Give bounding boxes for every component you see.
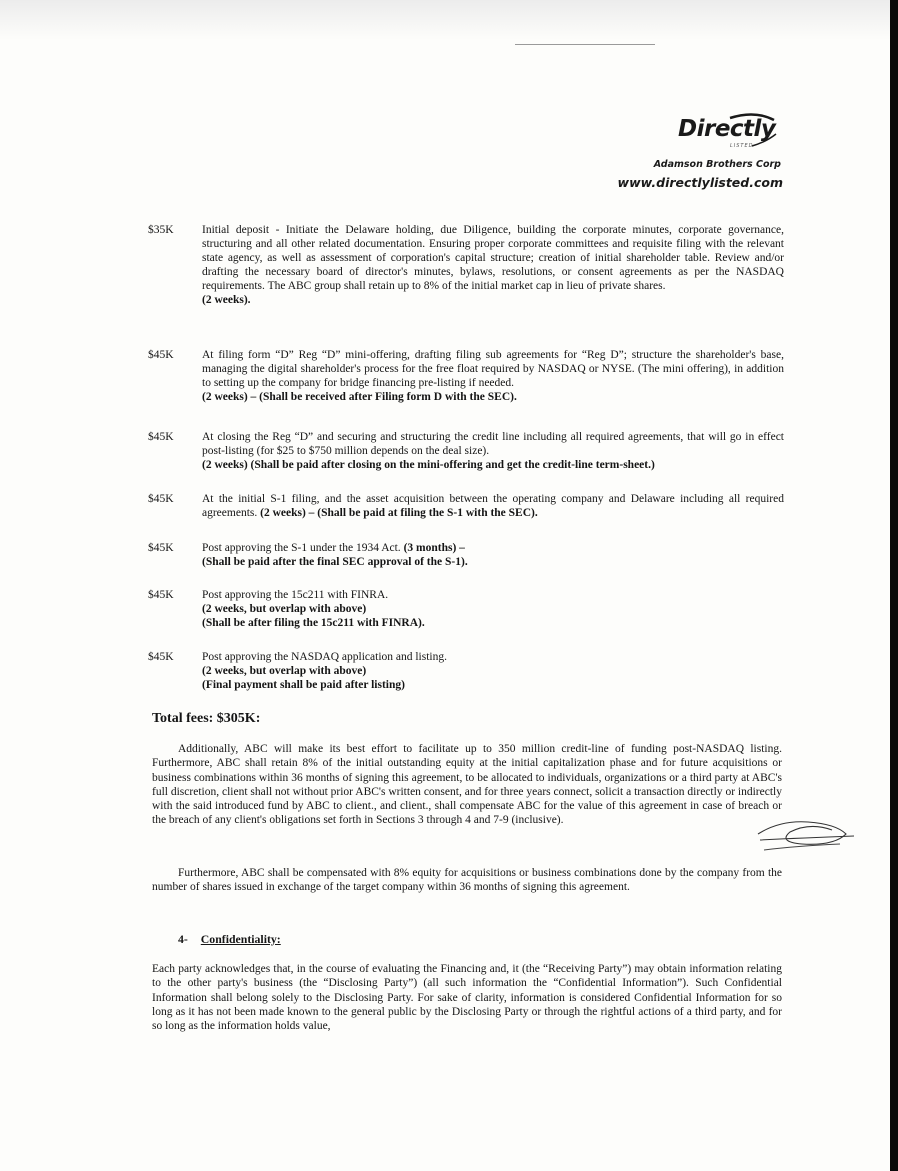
fee-note: (2 weeks, but overlap with above) xyxy=(202,665,367,677)
directly-listed-logo xyxy=(670,112,780,154)
company-name: Adamson Brothers Corp xyxy=(653,159,781,170)
section-number: 4- xyxy=(178,932,188,946)
fee-amount: $35K xyxy=(148,224,174,236)
fee-description: Post approving the S-1 under the 1934 Act. xyxy=(202,542,401,554)
fee-item xyxy=(148,492,784,520)
fee-amount: $45K xyxy=(148,589,174,601)
fee-description: At the initial S-1 filing, and the asset acquisition between the operating company and Delaware including all required agreements. xyxy=(202,493,784,519)
website-link[interactable]: www.directlylisted.com xyxy=(617,175,783,190)
fee-item xyxy=(148,650,784,692)
fee-note: (2 weeks, but overlap with above) xyxy=(202,603,367,615)
fee-note: (2 weeks). xyxy=(202,294,251,306)
handwritten-initials-icon xyxy=(750,810,860,860)
fee-amount: $45K xyxy=(148,651,174,663)
fee-amount: $45K xyxy=(148,493,174,505)
fee-inline-note: (2 weeks) – (Shall be paid at filing the S-1 with the SEC). xyxy=(260,507,538,519)
scan-shadow xyxy=(0,0,898,40)
fee-item xyxy=(148,223,784,307)
fee-amount: $45K xyxy=(148,349,174,361)
section-title: Confidentiality: xyxy=(200,932,281,946)
fee-note: (Shall be paid after the final SEC approval of the S-1). xyxy=(202,556,468,568)
fee-description: Post approving the 15c211 with FINRA. xyxy=(202,589,389,601)
scan-artifact-line xyxy=(515,44,655,45)
fee-item xyxy=(148,348,784,404)
fee-note: (2 weeks) – (Shall be received after Filing form D with the SEC). xyxy=(202,391,517,403)
fee-note: (Final payment shall be paid after listing) xyxy=(202,679,405,691)
fee-amount: $45K xyxy=(148,431,174,443)
fee-description: At closing the Reg “D” and securing and structuring the credit line including all required agreements, that will go in effect post-listing (for $25 to $750 million depends on the deal size). xyxy=(202,431,784,457)
scan-edge xyxy=(890,0,898,1171)
fee-item xyxy=(148,541,784,569)
fee-inline-note: (3 months) – xyxy=(403,542,465,554)
fee-note: (2 weeks) (Shall be paid after closing on the mini-offering and get the credit-line term-sheet.) xyxy=(202,459,655,471)
fee-item xyxy=(148,588,784,630)
logo-wordmark: Directly xyxy=(678,116,776,142)
fee-description: Initial deposit - Initiate the Delaware holding, due Diligence, building the corporate minutes, corporate governance, structuring and all other related documentation. Ensuring proper corporate committees and requisite filing with the relevant state agency, as well as assessment of corporation's capital structure; creation of initial shareholder table. Review and/or drafting the necessary board of director's minutes, bylaws, resolutions, or consent agreements as per the NASDAQ requirements. The ABC group shall retain up to 8% of the initial market cap in lieu of private shares. xyxy=(202,224,784,292)
confidentiality-paragraph: Each party acknowledges that, in the course of evaluating the Financing and, it (the “Receiving Party”) may obtain information relating to the other party's business (the “Disclosing Party”) (all such information the “Confidential Information”). Such Confidential Information shall belong solely to the Disclosing Party. For sake of clarity, information is considered Confidential Information for so long as it has not been made known to the general public by the Disclosing Party or through the rightful actions of a third party, and for so long as the information holds value, xyxy=(152,963,782,1033)
fee-note: (Shall be after filing the 15c211 with FINRA). xyxy=(202,617,425,629)
fee-description: At filing form “D” Reg “D” mini-offering, drafting filing sub agreements for “Reg D”; structure the shareholder's base, managing the digital shareholder's process for the free float required by NASDAQ or NYSE. (The mini offering), in addition to setting up the company for bridge financing pre-listing if needed. xyxy=(202,349,784,389)
equity-compensation-paragraph: Furthermore, ABC shall be compensated with 8% equity for acquisitions or business combinations done by the company from the number of shares issued in exchange of the target company within 36 months of signing this agreement. xyxy=(152,867,782,894)
section-heading xyxy=(178,932,281,947)
logo-subtext: LISTED xyxy=(730,143,754,149)
fee-item xyxy=(148,430,784,472)
additional-terms-paragraph: Additionally, ABC will make its best effort to facilitate up to 350 million credit-line of funding post-NASDAQ listing. Furthermore, ABC shall retain 8% of the initial outstanding equity at the initial capitalization phase and for future acquisitions or business combinations within 36 months of signing this agreement, to be allocated to individuals, organizations or a third party at ABC's full discretion, client shall not without prior ABC's written consent, and for three years connect, solicit a transaction directly or indirectly with the said introduced fund by ABC to client., and client., shall compensate ABC for the value of this agreement in case of breach or the breach of any client's obligations set forth in Sections 3 through 4 and 7-9 (inclusive). xyxy=(152,743,782,827)
fee-description: Post approving the NASDAQ application and listing. xyxy=(202,651,447,663)
fee-amount: $45K xyxy=(148,542,174,554)
total-fees: Total fees: $305K: xyxy=(152,711,261,726)
